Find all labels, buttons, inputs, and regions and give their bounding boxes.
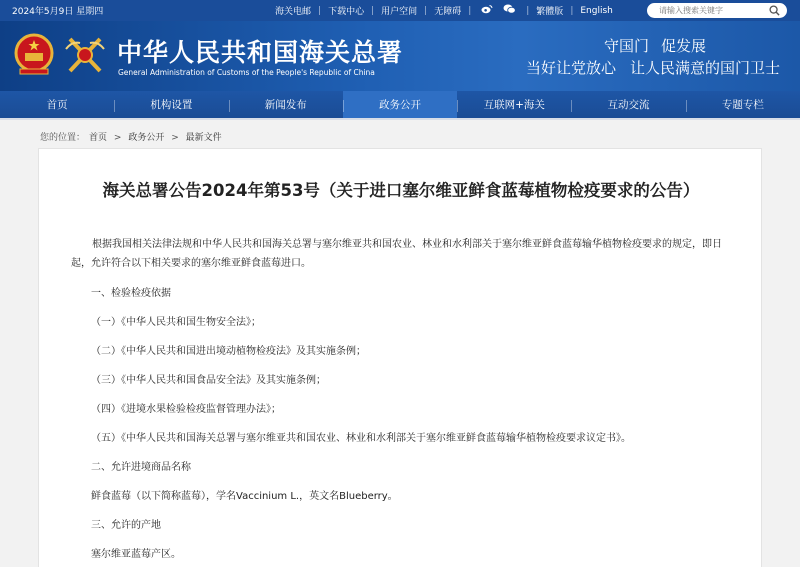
breadcrumb-government-affairs[interactable]: 政务公开 — [128, 133, 165, 143]
list-item: （三）《中华人民共和国食品安全法》及其实施条例； — [91, 375, 326, 386]
site-header — [0, 21, 800, 91]
slogan-part: 守国门 — [604, 37, 650, 55]
link-user-space[interactable]: 用户空间 — [381, 7, 418, 17]
section-heading: 一、检验检疫依据 — [91, 288, 171, 299]
nav-government-affairs[interactable]: 政务公开 — [343, 91, 457, 118]
site-title: 中华人民共和国海关总署 — [117, 38, 404, 67]
breadcrumb — [40, 130, 226, 143]
slogan-part: 当好让党放心 — [526, 59, 617, 77]
breadcrumb-separator: > — [171, 133, 179, 143]
link-english[interactable]: English — [580, 5, 613, 16]
site-title-english: General Administration of Customs of the People's Republic of China — [118, 68, 375, 77]
link-traditional-chinese[interactable]: 繁體版 — [536, 7, 564, 17]
current-date: 2024年5月9日 星期四 — [12, 7, 104, 17]
article-title: 海关总署公告2024年第53号（关于进口塞尔维亚鲜食蓝莓植物检疫要求的公告） — [102, 181, 700, 200]
search-input[interactable] — [647, 3, 762, 18]
link-accessibility[interactable]: 无障碍 — [434, 7, 462, 17]
national-emblem-icon — [14, 33, 54, 77]
list-item: （二）《中华人民共和国进出境动植物检疫法》及其实施条例； — [91, 346, 366, 357]
slogan-part: 促发展 — [661, 37, 707, 55]
nav-special-topics[interactable]: 专题专栏 — [686, 91, 800, 118]
product-description: 鲜食蓝莓（以下简称蓝莓），学名Vaccinium L.，英文名Blueberry。 — [91, 491, 398, 502]
link-customs-email[interactable]: 海关电邮 — [275, 7, 312, 17]
wechat-icon[interactable] — [503, 4, 516, 17]
article-intro: 根据我国相关法律法规和中华人民共和国海关总署与塞尔维亚共和国农业、林业和水利部关于塞尔维亚鲜食蓝莓输华植物检疫要求的规定，即日起，允许符合以下相关要求的塞尔维亚鲜食蓝莓进口。 — [71, 239, 722, 269]
link-download-center[interactable]: 下载中心 — [328, 7, 365, 17]
list-item: （一）《中华人民共和国生物安全法》； — [91, 317, 261, 328]
weibo-icon[interactable] — [481, 4, 493, 17]
search-box — [647, 3, 787, 18]
main-nav — [0, 91, 800, 120]
breadcrumb-home[interactable]: 首页 — [89, 133, 108, 143]
breadcrumb-latest-docs[interactable]: 最新文件 — [185, 133, 222, 143]
utility-links: 海关电邮 | 下载中心 | 用户空间 | 无障碍 | | 繁體版 | English — [268, 4, 620, 17]
article-card — [38, 148, 762, 567]
list-item: （四）《进境水果检验检疫监督管理办法》； — [91, 404, 281, 415]
list-item: （五）《中华人民共和国海关总署与塞尔维亚共和国农业、林业和水利部关于塞尔维亚鲜食蓝莓输华植物检疫要求议定书》。 — [91, 433, 631, 444]
breadcrumb-prefix: 您的位置： — [40, 133, 86, 143]
breadcrumb-separator: > — [113, 133, 122, 143]
slogan-part: 让人民满意的国门卫士 — [630, 59, 781, 77]
search-icon[interactable] — [769, 5, 780, 16]
nav-organization[interactable]: 机构设置 — [114, 91, 228, 118]
origin-description: 塞尔维亚蓝莓产区。 — [91, 549, 181, 560]
customs-logo-icon — [62, 31, 108, 79]
section-heading: 三、允许的产地 — [91, 520, 161, 531]
section-heading: 二、允许进境商品名称 — [91, 462, 191, 473]
nav-interaction[interactable]: 互动交流 — [571, 91, 685, 118]
slogan-line-1 — [604, 35, 718, 56]
nav-internet-customs[interactable]: 互联网+海关 — [457, 91, 571, 118]
nav-home[interactable]: 首页 — [46, 99, 68, 111]
nav-news[interactable]: 新闻发布 — [229, 91, 343, 118]
slogan-line-2 — [526, 57, 794, 78]
top-utility-bar — [0, 0, 800, 21]
social-links — [471, 4, 526, 17]
